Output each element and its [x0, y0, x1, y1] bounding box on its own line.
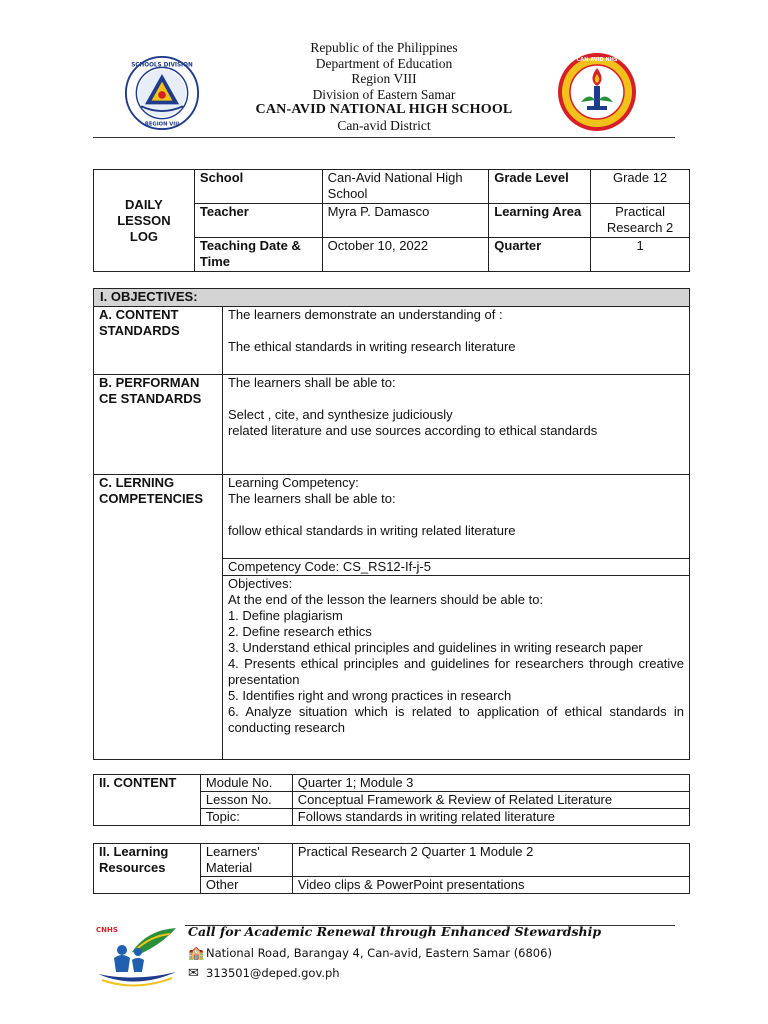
svg-text:CAN-AVID NHS: CAN-AVID NHS: [576, 57, 618, 63]
objective-item: 2. Define research ethics: [227, 624, 372, 639]
content-standards-label: A. CONTENT STANDARDS: [94, 307, 223, 375]
grade-level-label: Grade Level: [489, 170, 591, 204]
header-school-name: CAN-AVID NATIONAL HIGH SCHOOL: [255, 102, 513, 117]
competency-code: Competency Code: CS_RS12-If-j-5: [222, 559, 689, 576]
objectives-list: [222, 576, 689, 760]
objective-item: 1. Define plagiarism: [227, 608, 343, 623]
header-divider: [93, 137, 675, 138]
learners-material-label: Learners' Material: [200, 844, 292, 877]
school-value: Can-Avid National High School: [322, 170, 489, 204]
content-table: [93, 774, 690, 826]
learning-resources-label: II. Learning Resources: [94, 844, 201, 894]
footer-motto: Call for Academic Renewal through Enhanced Stewardship: [188, 924, 602, 939]
performance-standards-line: related literature and use sources according to ethical standards: [227, 423, 598, 438]
footer-address: [188, 946, 552, 961]
module-no-value: Quarter 1; Module 3: [292, 775, 689, 792]
footer-email-text: 313501@deped.gov.ph: [206, 966, 340, 980]
learners-material-value: Practical Research 2 Quarter 1 Module 2: [292, 844, 689, 877]
school-label: School: [194, 170, 322, 204]
content-standards-line: The learners demonstrate an understanding of :: [227, 307, 503, 322]
objectives-table: [93, 288, 690, 760]
content-standards-text: [222, 307, 689, 375]
objective-item: 4. Presents ethical principles and guidelines for researchers through creative presentation: [227, 656, 684, 687]
school-footer-logo: [92, 922, 182, 988]
teaching-date-value: October 10, 2022: [322, 238, 489, 272]
performance-standards-text: [222, 375, 689, 475]
header-department: Department of Education: [315, 55, 453, 71]
learning-area-label: Learning Area: [489, 204, 591, 238]
quarter-label: Quarter: [489, 238, 591, 272]
objective-item: 3. Understand ethical principles and guidelines in writing research paper: [227, 640, 643, 655]
objective-item: 6. Analyze situation which is related to application of ethical standards in conducting research: [227, 704, 684, 735]
svg-text:REGION VIII: REGION VIII: [144, 121, 180, 128]
content-standards-line: The ethical standards in writing research literature: [227, 339, 516, 354]
learning-competency-line: Learning Competency:: [227, 475, 359, 490]
learning-area-value: Practical Research 2: [591, 204, 690, 238]
teaching-date-label: Teaching Date & Time: [194, 238, 322, 272]
footer-logo-text: CNHS: [96, 926, 118, 934]
lesson-no-value: Conceptual Framework & Review of Related Literature: [292, 792, 689, 809]
header-division: Division of Eastern Samar: [312, 86, 456, 102]
performance-standards-line: Select , cite, and synthesize judiciously: [227, 407, 453, 422]
learning-resources-table: [93, 843, 690, 894]
other-resources-label: Other: [200, 877, 292, 894]
objectives-heading: I. OBJECTIVES:: [94, 289, 690, 307]
objective-item: 5. Identifies right and wrong practices in research: [227, 688, 512, 703]
content-label: II. CONTENT: [94, 775, 201, 826]
learning-competency-line: The learners shall be able to:: [227, 491, 396, 506]
topic-label: Topic:: [200, 809, 292, 826]
document-header: [0, 40, 768, 133]
performance-standards-line: The learners shall be able to:: [227, 375, 396, 390]
svg-text:SCHOOLS DIVISION: SCHOOLS DIVISION: [131, 62, 193, 69]
header-district: Can-avid District: [337, 117, 431, 133]
quarter-value: 1: [591, 238, 690, 272]
grade-level-value: Grade 12: [591, 170, 690, 204]
module-no-label: Module No.: [200, 775, 292, 792]
other-resources-value: Video clips & PowerPoint presentations: [292, 877, 689, 894]
lesson-no-label: Lesson No.: [200, 792, 292, 809]
performance-standards-label: B. PERFORMAN CE STANDARDS: [94, 375, 223, 475]
email-icon: ✉: [188, 966, 199, 981]
teacher-value: Myra P. Damasco: [322, 204, 489, 238]
daily-lesson-log-title: DAILY LESSON LOG: [94, 170, 195, 272]
objectives-title: Objectives:: [227, 576, 293, 591]
teacher-label: Teacher: [194, 204, 322, 238]
header-republic: Republic of the Philippines: [310, 40, 458, 55]
learning-competency-text: [222, 475, 689, 559]
learning-competency-line: follow ethical standards in writing related literature: [227, 523, 516, 538]
objectives-intro: At the end of the lesson the learners should be able to:: [227, 592, 544, 607]
learning-competencies-label: C. LERNING COMPETENCIES: [94, 475, 223, 760]
lesson-info-table: [93, 169, 690, 272]
footer-email: [188, 966, 340, 981]
location-icon: 🏫: [188, 946, 205, 961]
topic-value: Follows standards in writing related literature: [292, 809, 689, 826]
footer-address-text: National Road, Barangay 4, Can-avid, Eastern Samar (6806): [206, 946, 552, 960]
header-region: Region VIII: [351, 71, 417, 86]
